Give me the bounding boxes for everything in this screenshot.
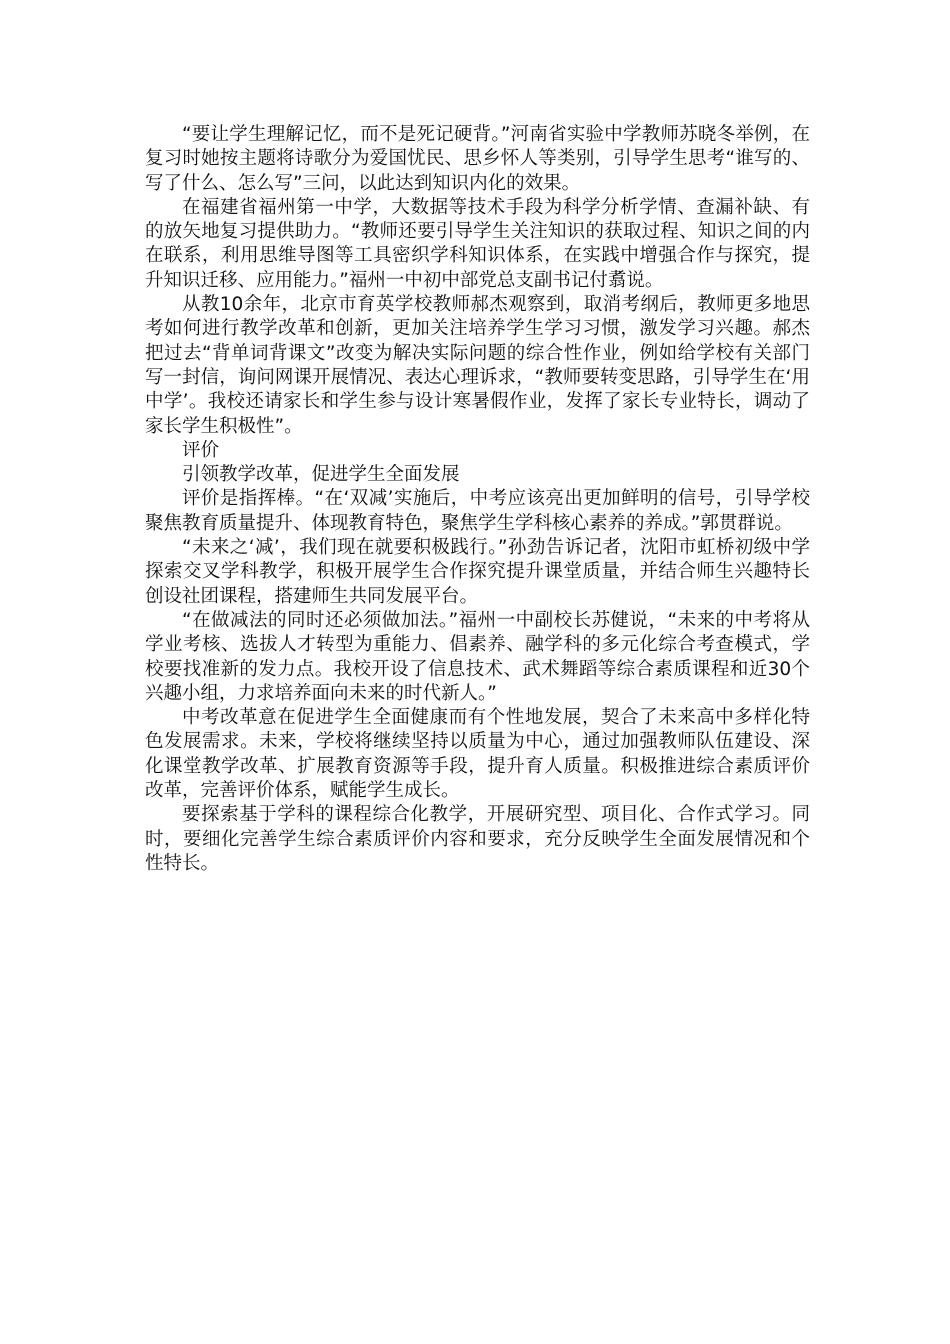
section-heading-evaluation: 评价: [182, 439, 220, 461]
paragraph-su-xiaodong-quote: “要让学生理解记忆，而不是死记硬背。”河南省实验中学教师苏晓冬举例，在复习时她按主题将诗歌分为爱国忧民、思乡怀人等类别，引导学生思考“谁写的、写了什么、怎么写”三问，以此达到知识内化的效果。: [145, 124, 810, 194]
paragraph-fuzhou-no1-big-data: 在福建省福州第一中学，大数据等技术手段为科学分析学情、查漏补缺、有的放矢地复习提供助力。“教师还要引导学生关注知识的获取过程、知识之间的内在联系，利用思维导图等工具密织学科知识体系，在实践中增强合作与探究，提升知识迁移、应用能力。”福州一中初中部党总支副书记付翥说。: [145, 196, 810, 291]
paragraph-hao-jie-observation: 从教10余年，北京市育英学校教师郝杰观察到，取消考纲后，教师更多地思考如何进行教学改革和创新，更加关注培养学生学习习惯，激发学习兴趣。郝杰把过去“背单词背课文”改变为解决实际问题的综合性作业，例如给学校有关部门写一封信，询问网课开展情况、表达心理诉求，“教师要转变思路，引导学生在‘用中学’。我校还请家长和学生参与设计寒暑假作业，发挥了家长专业特长，调动了家长学生积极性”。: [145, 294, 810, 437]
document-body: [145, 123, 810, 876]
paragraph-curriculum-exploration: 要探索基于学科的课程综合化教学，开展研究型、项目化、合作式学习。同时，要细化完善学生综合素质评价内容和要求，充分反映学生全面发展情况和个性特长。: [145, 804, 810, 874]
paragraph-sun-jin-quote: “未来之‘减’，我们现在就要积极践行。”孙劲告诉记者，沈阳市虹桥初级中学探索交叉学科教学，积极开展学生合作探究提升课堂质量，并结合师生兴趣特长创设社团课程，搭建师生共同发展平台。: [145, 537, 810, 607]
section-subheading: 引领教学改革，促进学生全面发展: [182, 464, 460, 486]
paragraph-reform-goal: 中考改革意在促进学生全面健康而有个性地发展，契合了未来高中多样化特色发展需求。未来，学校将继续坚持以质量为中心，通过加强教师队伍建设、深化课堂教学改革、扩展教育资源等手段，提升育人质量。积极推进综合素质评价改革，完善评价体系，赋能学生成长。: [145, 707, 810, 802]
paragraph-guo-guanqun-quote: 评价是指挥棒。“在‘双减’实施后，中考应该亮出更加鲜明的信号，引导学校聚焦教育质量提升、体现教育特色，聚焦学生学科核心素养的养成。”郭贯群说。: [145, 488, 810, 534]
paragraph-su-jian-quote: “在做减法的同时还必须做加法。”福州一中副校长苏健说，“未来的中考将从学业考核、选拔人才转型为重能力、倡素养、融学科的多元化综合考查模式，学校要找准新的发力点。我校开设了信息技术、武术舞蹈等综合素质课程和近30个兴趣小组，力求培养面向未来的时代新人。”: [145, 609, 810, 704]
